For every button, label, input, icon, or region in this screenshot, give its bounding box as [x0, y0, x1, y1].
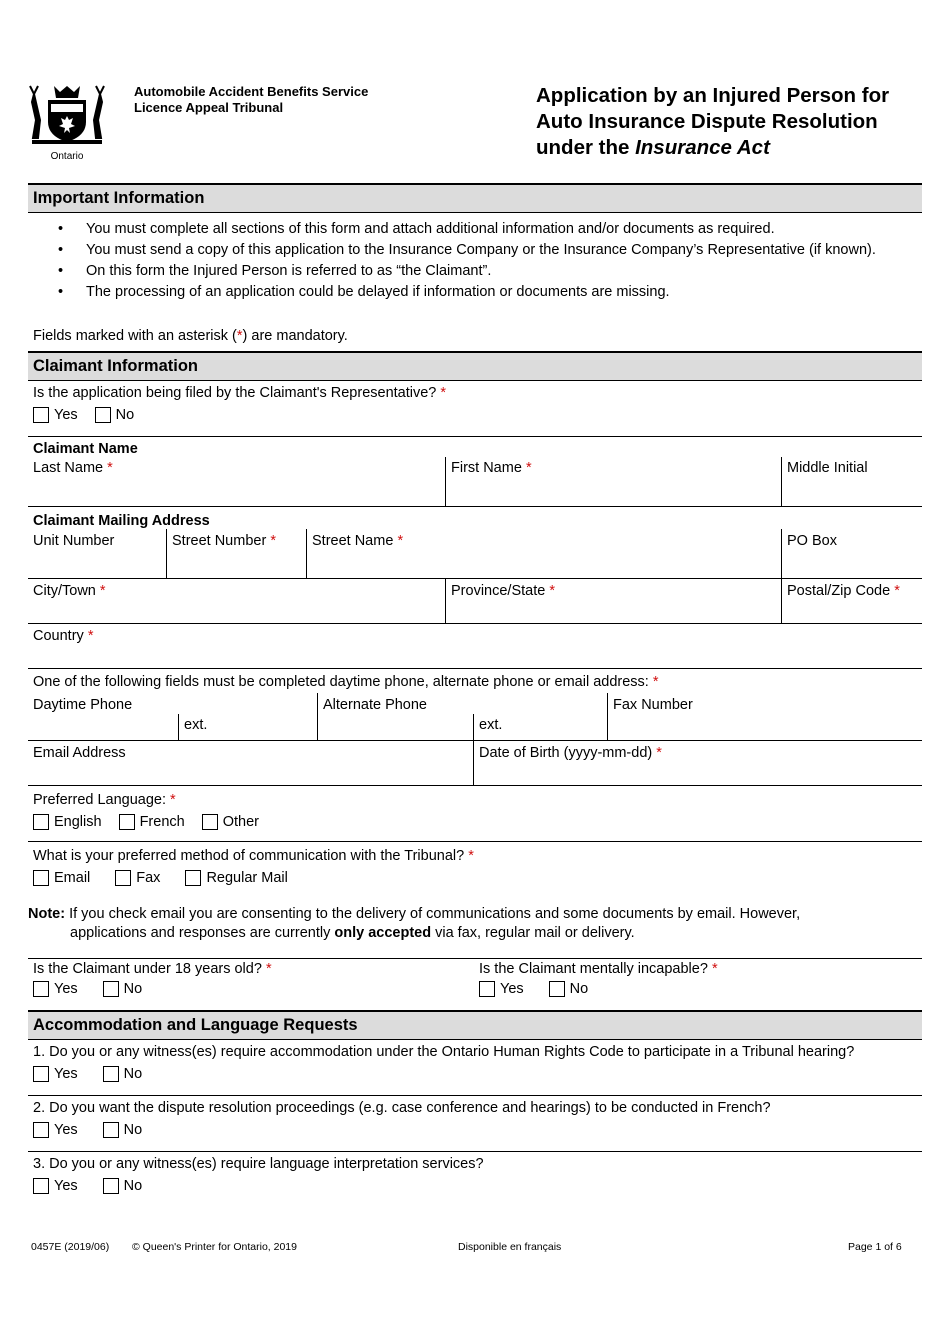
title-line-2: Auto Insurance Dispute Resolution [536, 110, 878, 133]
q3-yes-option[interactable]: Yes [33, 1178, 78, 1194]
q1-no-checkbox[interactable] [103, 1066, 119, 1082]
preferred-language-block [28, 786, 922, 842]
title-line-1: Application by an Injured Person for [536, 84, 890, 107]
city-field[interactable]: City/Town * [28, 579, 446, 623]
contact-note: One of the following fields must be completed daytime phone, alternate phone or email address: * [33, 674, 659, 690]
org-line-2: Licence Appeal Tribunal [134, 100, 284, 115]
q1-no-option[interactable]: No [103, 1066, 143, 1082]
important-bullet: • The processing of an application could be delayed if information or documents are missing. [32, 283, 922, 302]
lang-french-checkbox[interactable] [119, 814, 135, 830]
method-email-checkbox[interactable] [33, 870, 49, 886]
rep-yes-option[interactable]: Yes [33, 407, 78, 423]
lang-french-option[interactable]: French [119, 814, 185, 830]
street-number-field[interactable]: Street Number * [167, 529, 307, 578]
alternate-phone-field[interactable]: Alternate Phone ext. [318, 693, 608, 740]
accommodation-q1: 1. Do you or any witness(es) require accommodation under the Ontario Human Rights Code to participate in a Tribunal hearing? [33, 1044, 855, 1060]
representative-question: Is the application being filed by the Claimant's Representative? * [33, 385, 447, 401]
important-bullet: • You must send a copy of this application to the Insurance Company or the Insurance Company’s Representative (if known). [32, 241, 922, 260]
q2-yes-checkbox[interactable] [33, 1122, 49, 1138]
q2-yes-option[interactable]: Yes [33, 1122, 78, 1138]
method-fax-option[interactable]: Fax [115, 870, 160, 886]
ontario-coat-of-arms-logo [24, 80, 110, 164]
page-number: Page 1 of 6 [848, 1241, 902, 1253]
important-bullet: • On this form the Injured Person is referred to as “the Claimant”. [32, 262, 922, 281]
rep-yes-checkbox[interactable] [33, 407, 49, 423]
middle-initial-field[interactable]: Middle Initial [787, 460, 868, 476]
first-name-field[interactable]: First Name * [446, 457, 782, 506]
preferred-method-question: What is your preferred method of communication with the Tribunal? * [33, 848, 474, 864]
accommodation-q2: 2. Do you want the dispute resolution proceedings (e.g. case conference and hearings) to be conducted in French? [33, 1100, 771, 1116]
fax-number-field[interactable]: Fax Number [613, 697, 693, 713]
address-row-1 [28, 529, 922, 579]
accommodation-heading: Accommodation and Language Requests [28, 1010, 922, 1040]
form-id: 0457E (2019/06) [31, 1241, 110, 1253]
incapable-yes-checkbox[interactable] [479, 981, 495, 997]
form-title [536, 83, 889, 161]
incapable-block: Is the Claimant mentally incapable? * Yes No [474, 958, 922, 1010]
under18-no-option[interactable]: No [103, 981, 143, 997]
country-field[interactable]: Country * [28, 624, 922, 669]
date-of-birth-field[interactable]: Date of Birth (yyyy-mm-dd) * [479, 745, 662, 761]
representative-question-block [28, 381, 922, 437]
q3-no-checkbox[interactable] [103, 1178, 119, 1194]
under18-no-checkbox[interactable] [103, 981, 119, 997]
q3-no-option[interactable]: No [103, 1178, 143, 1194]
q2-no-option[interactable]: No [103, 1122, 143, 1138]
ontario-label: Ontario [50, 151, 84, 162]
email-dob-row [28, 741, 922, 786]
accommodation-q1-block [28, 1040, 922, 1096]
lang-english-checkbox[interactable] [33, 814, 49, 830]
phone-row [28, 693, 922, 741]
accommodation-q3-block [28, 1152, 922, 1208]
lang-other-checkbox[interactable] [202, 814, 218, 830]
q1-yes-option[interactable]: Yes [33, 1066, 78, 1082]
q1-yes-checkbox[interactable] [33, 1066, 49, 1082]
incapable-yes-option[interactable]: Yes [479, 981, 524, 997]
incapable-no-checkbox[interactable] [549, 981, 565, 997]
under18-yes-option[interactable]: Yes [33, 981, 78, 997]
method-email-option[interactable]: Email [33, 870, 90, 886]
lang-english-option[interactable]: English [33, 814, 102, 830]
mailing-address-heading: Claimant Mailing Address [33, 513, 210, 529]
preferred-language-question: Preferred Language: * [33, 792, 176, 808]
q3-yes-checkbox[interactable] [33, 1178, 49, 1194]
email-address-field[interactable]: Email Address [28, 741, 474, 785]
copyright: © Queen's Printer for Ontario, 2019 [132, 1241, 297, 1253]
accommodation-q2-block [28, 1096, 922, 1152]
important-info-list [28, 213, 922, 327]
lang-other-option[interactable]: Other [202, 814, 259, 830]
form-body [28, 183, 922, 1208]
postal-code-field[interactable]: Postal/Zip Code * [787, 583, 900, 599]
daytime-ext-field[interactable]: ext. [178, 714, 207, 741]
mandatory-note [28, 327, 922, 351]
province-field[interactable]: Province/State * [446, 579, 782, 623]
age-capacity-row [28, 958, 922, 1010]
method-mail-checkbox[interactable] [185, 870, 201, 886]
title-prefix: under the [536, 136, 636, 159]
title-italic: Insurance Act [635, 136, 770, 159]
rep-no-option[interactable]: No [95, 407, 135, 423]
unit-number-field[interactable]: Unit Number [28, 529, 167, 578]
accommodation-q3: 3. Do you or any witness(es) require language interpretation services? [33, 1156, 484, 1172]
q2-no-checkbox[interactable] [103, 1122, 119, 1138]
organization-name [134, 84, 368, 116]
important-info-heading: Important Information [28, 183, 922, 213]
street-name-field[interactable]: Street Name * [307, 529, 782, 578]
title-line-3 [536, 135, 889, 161]
method-fax-checkbox[interactable] [115, 870, 131, 886]
address-row-2 [28, 579, 922, 624]
under18-yes-checkbox[interactable] [33, 981, 49, 997]
rep-no-checkbox[interactable] [95, 407, 111, 423]
french-availability: Disponible en français [458, 1241, 562, 1253]
email-consent-note: Note: If you check email you are consenting to the delivery of communications and some documents by email. However, applications and responses are currently only accepted via fax, regular mail or delivery. [28, 906, 801, 941]
last-name-field[interactable]: Last Name * [28, 457, 446, 506]
under-18-block: Is the Claimant under 18 years old? * Yes No [28, 958, 474, 1010]
important-bullet: • You must complete all sections of this form and attach additional information and/or documents as required. [32, 220, 922, 239]
method-mail-option[interactable]: Regular Mail [185, 870, 287, 886]
claimant-name-heading: Claimant Name [33, 441, 138, 457]
incapable-no-option[interactable]: No [549, 981, 589, 997]
preferred-method-block [28, 842, 922, 958]
claimant-name-row [28, 457, 922, 507]
claimant-info-heading: Claimant Information [28, 351, 922, 381]
mandatory-suffix: ) are mandatory. [242, 328, 348, 344]
org-line-1: Automobile Accident Benefits Service [134, 84, 369, 99]
daytime-phone-field[interactable]: Daytime Phone ext. [28, 693, 318, 740]
mandatory-prefix: Fields marked with an asterisk ( [33, 328, 237, 344]
asterisk-symbol: * [236, 328, 243, 344]
po-box-field[interactable]: PO Box [787, 533, 837, 549]
alternate-ext-field[interactable]: ext. [473, 714, 502, 741]
